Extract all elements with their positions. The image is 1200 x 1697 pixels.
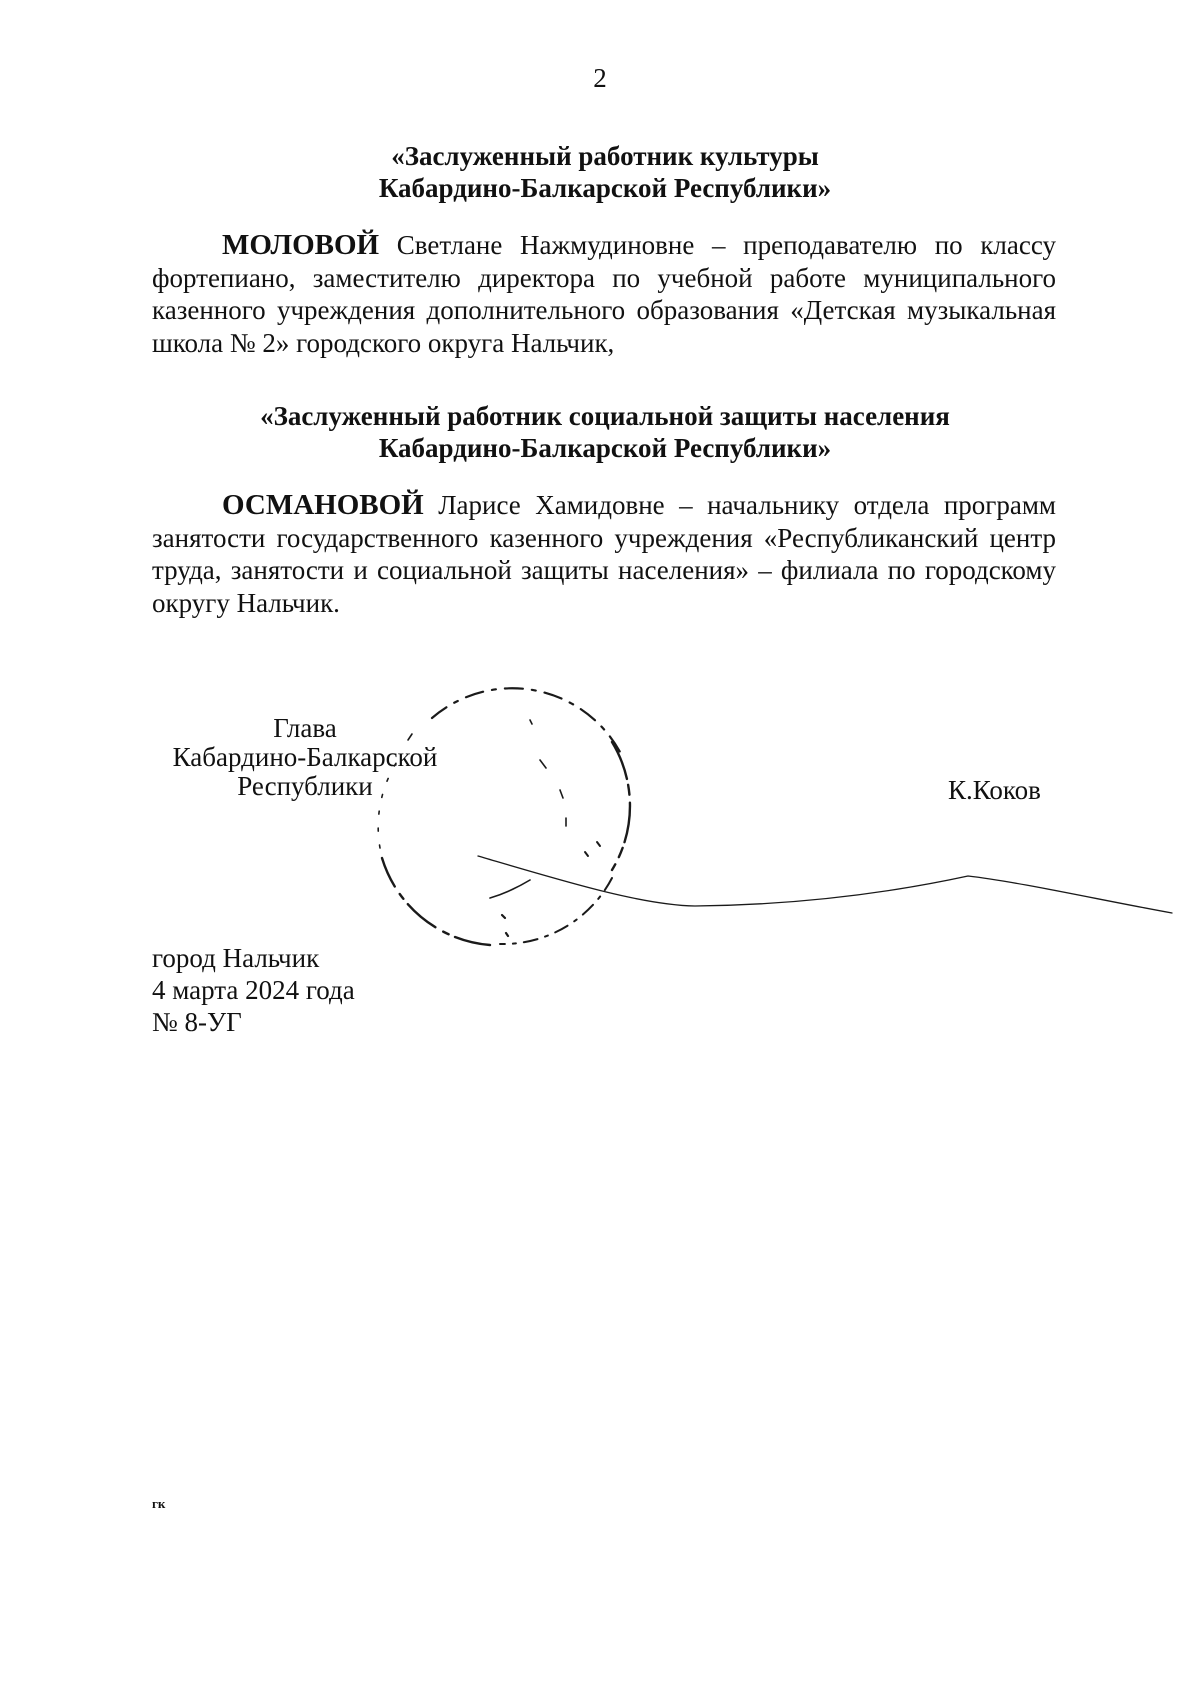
signatory-position-line1: Глава <box>273 713 337 743</box>
award2-text: Ларисе Хамидовне – начальнику отдела программ занятости государственного казенного учреждения «Республиканский центр труда, занятости и социальной защиты населения» – филиала по городскому округу Нальчик. <box>152 490 1057 618</box>
award2-title-line1: «Заслуженный работник социальной защиты населения <box>260 401 950 431</box>
signatory-position-line3: Республики <box>237 771 373 801</box>
issue-date: 4 марта 2024 года <box>152 975 355 1005</box>
award1-surname: МОЛОВОЙ <box>222 229 380 261</box>
issue-city: город Нальчик <box>152 943 320 973</box>
signatory-position <box>150 714 460 801</box>
award1-paragraph <box>152 229 1056 359</box>
award1-text: Светлане Нажмудиновне – преподавателю по классу фортепиано, заместителю директора по учебной работе муниципального казенного учреждения дополнительного образования «Детская музыкальная школа № 2» городского округа Нальчик, <box>152 230 1057 358</box>
award2-title-line2: Кабардино-Балкарской Республики» <box>378 433 832 463</box>
award2-paragraph <box>152 489 1056 619</box>
decree-number: № 8-УГ <box>152 1007 242 1037</box>
signatory-position-line2: Кабардино-Балкарской <box>172 742 438 772</box>
page-number: 2 <box>593 63 607 93</box>
issue-details <box>152 942 355 1038</box>
award2-surname: ОСМАНОВОЙ <box>222 489 424 521</box>
award1-title-line2: Кабардино-Балкарской Республики» <box>378 173 832 203</box>
signatory-name: К.Коков <box>948 775 1041 805</box>
executor-initials: гк <box>152 1496 166 1511</box>
award1-title <box>150 140 1060 204</box>
award1-title-line1: «Заслуженный работник культуры <box>391 141 819 171</box>
award2-title <box>150 400 1060 464</box>
